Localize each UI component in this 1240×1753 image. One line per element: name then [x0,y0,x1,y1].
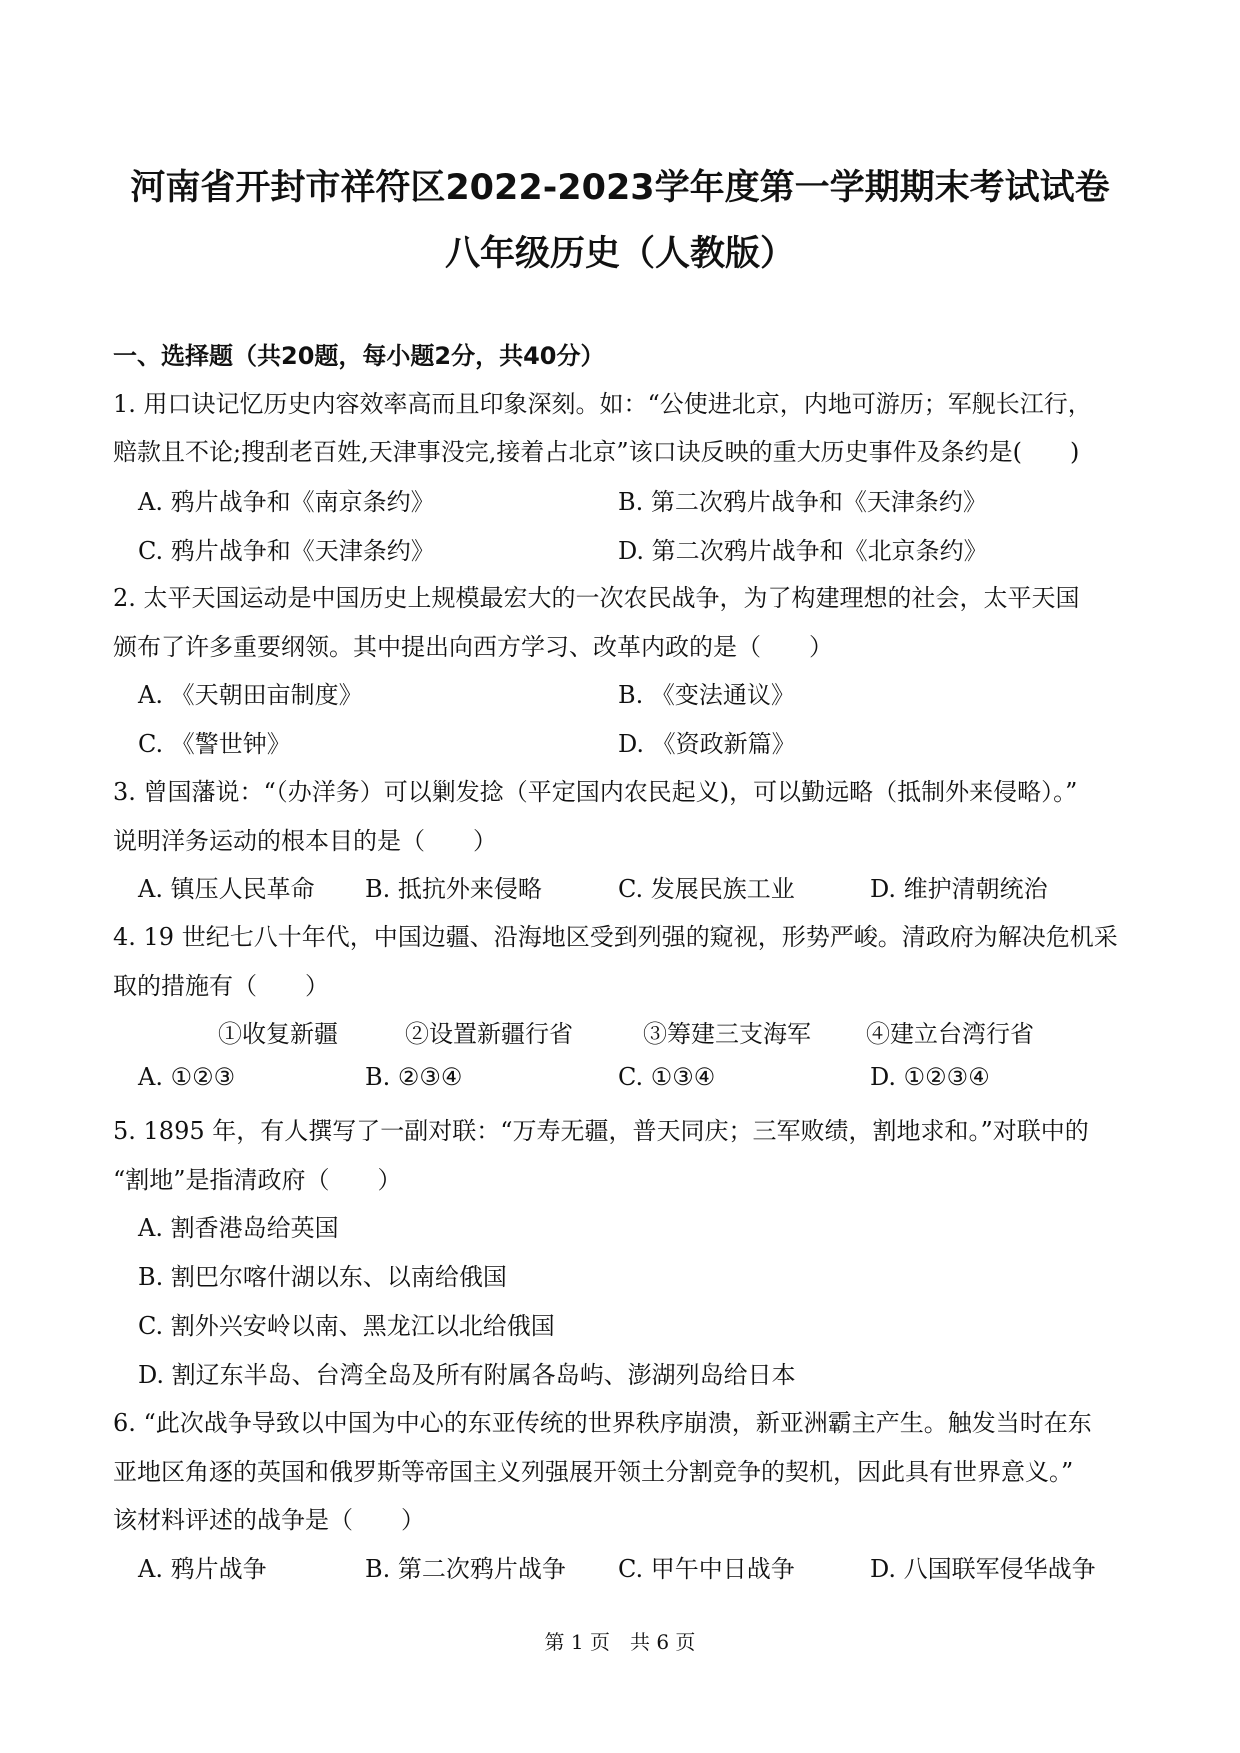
question-2-option-c: C. 《警世钟》 [138,730,291,758]
page-footer: 第 1 页 共 6 页 [544,1630,696,1654]
question-6-line-1: 6. “此次战争导致以中国为中心的东亚传统的世界秩序崩溃，新亚洲霸主产生。触发当时在东 [113,1409,1092,1437]
question-5-option-c: C. 割外兴安岭以南、黑龙江以北给俄国 [138,1312,555,1340]
question-1-option-b: B. 第二次鸦片战争和《天津条约》 [618,488,987,516]
section-heading: 一、选择题（共20题，每小题2分，共40分） [113,342,605,370]
question-1-option-a: A. 鸦片战争和《南京条约》 [138,488,435,516]
question-2-line-1: 2. 太平天国运动是中国历史上规模最宏大的一次农民战争，为了构建理想的社会，太平天国 [113,584,1080,612]
question-4-option-c: C. ①③④ [618,1063,716,1091]
question-1-line-2: 赔款且不论;搜刮老百姓,天津事没完,接着占北京”该口诀反映的重大历史事件及条约是( ) [113,438,1080,466]
question-6-option-d: D. 八国联军侵华战争 [870,1555,1096,1583]
question-3-option-a: A. 镇压人民革命 [138,875,315,903]
question-4-item-4: ④建立台湾行省 [866,1020,1034,1048]
question-3-option-b: B. 抵抗外来侵略 [365,875,542,903]
question-5-option-a: A. 割香港岛给英国 [138,1214,339,1242]
question-4-option-b: B. ②③④ [365,1063,463,1091]
question-4-option-a: A. ①②③ [138,1063,236,1091]
exam-subtitle: 八年级历史（人教版） [444,234,795,274]
question-3-line-1: 3. 曾国藩说：“（办洋务）可以剿发捻（平定国内农民起义)，可以勤远略（抵制外来侵略）。” [113,778,1078,806]
question-4-option-d: D. ①②③④ [870,1063,990,1091]
question-3-option-d: D. 维护清朝统治 [870,875,1048,903]
question-4-line-1: 4. 19 世纪七八十年代，中国边疆、沿海地区受到列强的窥视，形势严峻。清政府为解决危机采 [113,923,1118,951]
question-4-item-2: ②设置新疆行省 [405,1020,573,1048]
question-2-option-d: D. 《资政新篇》 [618,730,796,758]
question-5-line-1: 5. 1895 年，有人撰写了一副对联：“万寿无疆，普天同庆；三军败绩，割地求和。”对联中的 [113,1117,1089,1145]
question-6-line-2: 亚地区角逐的英国和俄罗斯等帝国主义列强展开领土分割竞争的契机，因此具有世界意义。” [113,1458,1074,1486]
question-6-option-c: C. 甲午中日战争 [618,1555,795,1583]
question-2-option-b: B. 《变法通议》 [618,681,795,709]
question-4-line-2: 取的措施有（ ） [113,972,329,1000]
question-4-item-3: ③筹建三支海军 [643,1020,811,1048]
question-1-option-c: C. 鸦片战争和《天津条约》 [138,537,435,565]
question-4-item-1: ①收复新疆 [218,1020,338,1048]
exam-title: 河南省开封市祥符区2022-2023学年度第一学期期末考试试卷 [130,168,1110,208]
question-3-option-c: C. 发展民族工业 [618,875,795,903]
question-5-line-2: “割地”是指清政府（ ） [113,1166,402,1194]
question-1-option-d: D. 第二次鸦片战争和《北京条约》 [618,537,988,565]
question-5-option-b: B. 割巴尔喀什湖以东、以南给俄国 [138,1263,507,1291]
question-1-line-1: 1. 用口诀记忆历史内容效率高而且印象深刻。如：“公使进北京，内地可游历；军舰长江行， [113,390,1092,418]
question-5-option-d: D. 割辽东半岛、台湾全岛及所有附属各岛屿、澎湖列岛给日本 [138,1361,796,1389]
question-2-option-a: A. 《天朝田亩制度》 [138,681,363,709]
question-6-option-b: B. 第二次鸦片战争 [365,1555,566,1583]
question-2-line-2: 颁布了许多重要纲领。其中提出向西方学习、改革内政的是（ ） [113,633,833,661]
question-6-option-a: A. 鸦片战争 [138,1555,267,1583]
question-3-line-2: 说明洋务运动的根本目的是（ ） [113,827,497,855]
question-6-line-3: 该材料评述的战争是（ ） [113,1506,425,1534]
